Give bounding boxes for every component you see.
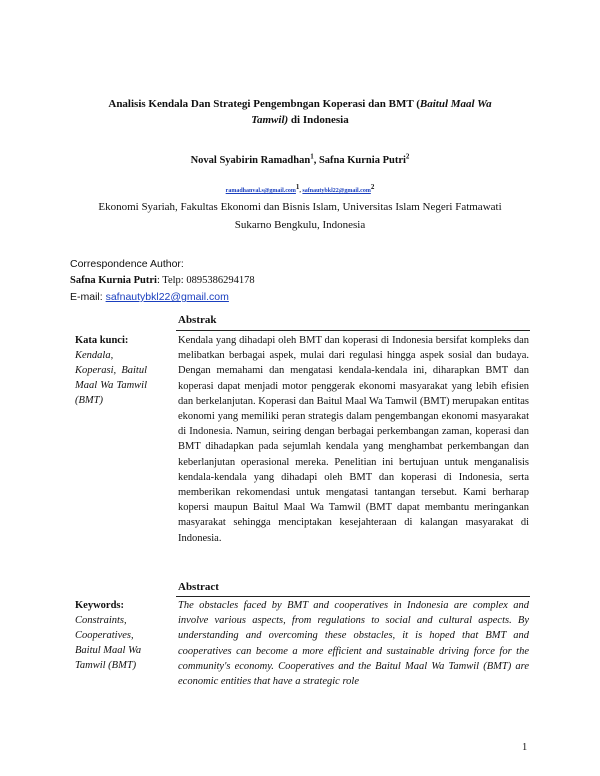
affiliation [70, 198, 530, 234]
abstrak-keywords [75, 333, 173, 408]
kata-kunci-label: Kata kunci: [75, 335, 129, 346]
email-1-sup: 1 [295, 183, 300, 191]
page-number: 1 [522, 742, 528, 753]
author-line [100, 154, 500, 168]
abstract-heading: Abstract [178, 581, 219, 593]
correspondence-email-label: E-mail: [70, 291, 106, 303]
keywords-label: Keywords: [75, 600, 124, 611]
correspondence-label: Correspondence Author: [70, 258, 184, 270]
affiliation-line-1: Ekonomi Syariah, Fakultas Ekonomi dan Bisnis Islam, Universitas Islam Negeri Fatmawati [98, 201, 502, 213]
correspondence-name: Safna Kurnia Putri [70, 275, 157, 286]
title-main: Analisis Kendala Dan Strategi Pengembngan Koperasi dan BMT ( [108, 98, 420, 110]
author-1-sup: 1 [310, 152, 314, 161]
email-2-sup: 2 [370, 183, 375, 191]
abstrak-text: Kendala yang dihadapi oleh BMT dan koperasi di Indonesia bersifat kompleks dan melibatkan berbagai aspek, mulai dari regulasi hingga aspek sosial dan budaya. Dengan memahami dan mengatasi kendala-kendala ini, diharapkan BMT dan koperasi dapat menjadi motor penggerak ekonomi masyarakat yang lebih efisien dan berkelanjutan. Koperasi dan Baitul Maal Wa Tamwil (BMT) merupakan entitas ekonomi yang memiliki peran strategis dalam pengembangan ekonomi masyarakat di Indonesia. Namun, seiring dengan berbagai perkembangan zaman, koperasi dan BMT dihadapkan pada sejumlah kendala yang menghambat perkembangan dan keberlanjutan operasional mereka. Penelitian ini bertujuan untuk menganalisis kendala-kendala yang dihadapi oleh BMT dan koperasi di Indonesia, serta memberikan rekomendasi untuk mengatasi tantangan tersebut. Kami berharap kopersi maupun Baitul Maal Wa Tamwil (BMT dapat membantu meringankan masyarakat sehingga menciptakan kesejahteraan di kalangan masyarakat di Indonesia. [178, 335, 529, 544]
abstrak-divider [176, 330, 530, 331]
correspondence-name-line [70, 272, 530, 289]
abstrak-heading: Abstrak [178, 314, 217, 326]
author-2-sup: 2 [405, 152, 410, 161]
affiliation-line-2: Sukarno Bengkulu, Indonesia [234, 219, 366, 231]
correspondence-email-line [70, 289, 530, 305]
correspondence-phone: : Telp: 0895386294178 [156, 275, 255, 286]
author-sep: , [313, 155, 319, 166]
author-emails [100, 183, 500, 196]
title-italic: Baitul Maal Wa Tamwil) [251, 98, 492, 126]
correspondence-block [70, 256, 530, 305]
title-tail: di Indonesia [288, 114, 349, 126]
author-1-email-link[interactable]: ramadhanval.s@gmail.com [225, 188, 296, 194]
correspondence-email-link[interactable]: safnautybkl22@gmail.com [105, 291, 229, 303]
author-2-email-link[interactable]: safnautybkl22@gmail.com [302, 188, 371, 194]
abstract-keywords [75, 598, 173, 673]
author-2: Safna Kurnia Putri [318, 155, 406, 166]
keywords-values: Constraints, Cooperatives, Baitul Maal Wa Tamwil (BMT) [75, 615, 142, 671]
abstract-divider [176, 596, 530, 597]
kata-kunci-values: Kendala, Koperasi, Baitul Maal Wa Tamwil (BMT) [75, 350, 147, 406]
author-1: Noval Syabirin Ramadhan [190, 155, 311, 166]
paper-title [90, 96, 510, 128]
email-sep: , [299, 188, 303, 194]
abstract-text: The obstacles faced by BMT and cooperatives in Indonesia are complex and involve various aspects, from regulations to social and cultural aspects. By understanding and overcoming these obstacles, it is hoped that BMT and cooperatives can become a more efficient and sustainable driving force for the community's economy. Cooperatives and the Baitul Maal Wa Tamwil (BMT) are economic entities that have a strategic role [178, 600, 529, 688]
